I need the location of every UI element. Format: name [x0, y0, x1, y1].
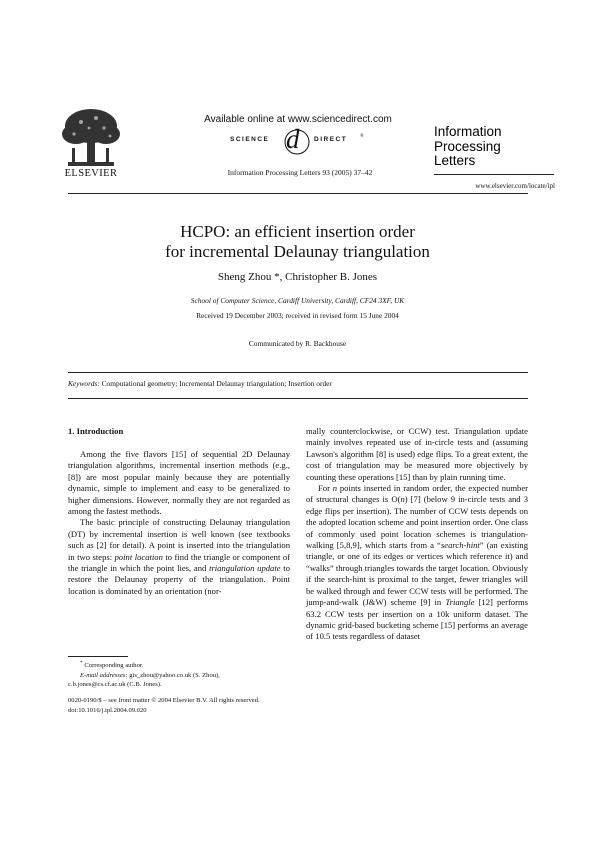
left-paragraph-1: Among the five flavors [15] of sequential 2D Delaunay triangulation algorithms, incremental insertion methods (e.g., [8]) are most popular mainly because they are potentially dynamic, simple to implement and easy to be generalized to higher dimensions. However, normally they are not regarded as among the fastest methods. — [68, 449, 290, 517]
right-paragraph-1: mally counterclockwise, or CCW) test. Triangulation update mainly involves repeated use of in-circle tests and (assuming Lawson's algorithm [8] is used) edge flips. To a great extent, the cost of triangulation may be measured more objectively by counting these operations [15] than by plain running time. — [306, 426, 528, 482]
footnote-email-2[interactable]: c.b.jones@cs.cf.ac.uk (C.B. Jones). — [68, 681, 162, 689]
right-p2-n2: n — [400, 494, 405, 505]
elsevier-tree-logo — [56, 104, 126, 174]
footnote-corresponding: Corresponding author. — [84, 662, 144, 670]
right-p2-b: points inserted in random order, the expected number of structural changes is O( — [306, 483, 528, 505]
left-p2-a: The basic principle of constructing Delaunay triangulation (DT) by incremental insertion is well known (see textbooks such as [2] for detail). A point is inserted into the triangulation in two steps: — [68, 517, 290, 562]
available-online-line: Available online at www.sciencedirect.com — [204, 114, 392, 125]
sciencedirect-at-glyph: d — [286, 124, 300, 154]
keywords-top-rule — [68, 372, 528, 373]
left-p2-c: to restore the Delaunay property of the triangulation. Point location is dominated by an orientation (nor- — [68, 563, 290, 596]
footnote-rule — [68, 656, 128, 657]
journal-url[interactable]: www.elsevier.com/locate/ipl — [475, 182, 555, 190]
journal-title-line-1: Information — [434, 124, 502, 139]
header-rule — [68, 193, 528, 194]
communicated-by: Communicated by R. Backhouse — [248, 339, 347, 348]
doi-line[interactable]: doi:10.1016/j.ipl.2004.09.020 — [68, 707, 147, 714]
journal-title-line-2: Processing — [434, 138, 501, 154]
sciencedirect-right-word: DIRECT — [314, 136, 348, 143]
publisher-name: ELSEVIER — [64, 168, 118, 179]
journal-title-block — [434, 125, 554, 169]
left-p2-italic-2: triangulation update — [209, 563, 281, 574]
right-p2-e: [12] performs 63.2 CCW tests per insertion on a 10k uniform dataset. The dynamic grid-based bucketing scheme [15] performs an average of 10.5 tests regardless of dataset — [306, 597, 528, 642]
sciencedirect-circle-icon — [282, 127, 312, 157]
right-p2-n: n — [332, 483, 338, 494]
article-title-line-2: for incremental Delaunay triangulation — [165, 242, 430, 261]
author-affiliation: School of Computer Science, Cardiff University, Cardiff, CF24 3XF, UK — [190, 296, 405, 305]
section-heading: 1. Introduction — [68, 426, 124, 436]
footnote-email-1[interactable]: gis_zhou@yahoo.co.uk (S. Zhou), — [129, 671, 220, 679]
right-p2-a: For — [318, 483, 333, 494]
registered-mark: ® — [360, 134, 364, 139]
footnote-marker: * — [80, 660, 83, 666]
keywords-label: Keywords: — [68, 379, 100, 388]
journal-citation: Information Processing Letters 93 (2005) 37–42 — [227, 168, 373, 177]
received-dates: Received 19 December 2003; received in revised form 15 June 2004 — [196, 311, 399, 320]
copyright-block — [68, 696, 328, 716]
right-p2-c: ) [7] (below 9 in-circle tests and 3 edge flips per insertion). The number of CCW tests depends on the adopted location scheme and point insertion order. One class of commonly used point location schemes is triangulation-walking [5,8,9], which starts from a “ — [306, 494, 528, 551]
left-p2-italic-1: point location — [114, 551, 163, 562]
left-p2-b: to find the triangle or component of the triangle in which the point lies, and — [68, 551, 290, 574]
journal-title-line-3: Letters — [434, 153, 476, 168]
journal-title-rule — [434, 174, 554, 175]
left-column — [68, 449, 290, 597]
copyright-line: 0020-0190/$ – see front matter © 2004 Elsevier B.V. All rights reserved. — [68, 697, 260, 704]
right-p2-d: ” (an existing triangle, or one of its edges or vertices which reference it) and “walks” through triangles towards the target location. Obviously if the search-hint is proximal to the target, fewer triangles will be walked through and fewer CCW tests will be performed. The jump-and-walk (J&W) scheme [9] in — [306, 540, 528, 608]
right-p2-italic-1: search-hint — [440, 540, 480, 551]
right-paragraph-2 — [306, 483, 528, 643]
footnote — [68, 659, 290, 690]
article-authors: Sheng Zhou *, Christopher B. Jones — [217, 271, 378, 283]
article-title-line-1: HCPO: an efficient insertion order — [180, 222, 415, 241]
footnote-email-label: E-mail addresses: — [80, 671, 128, 679]
article-title — [80, 222, 515, 262]
sciencedirect-left-word: SCIENCE — [230, 136, 270, 143]
right-p2-italic-2: Triangle — [445, 597, 475, 608]
sciencedirect-logo — [198, 124, 398, 157]
keywords-bottom-rule — [68, 398, 528, 399]
keywords-line — [68, 379, 528, 388]
keywords-text: Computational geometry; Incremental Delaunay triangulation; Insertion order — [101, 379, 332, 388]
right-column — [306, 426, 528, 643]
left-paragraph-2 — [68, 517, 290, 597]
